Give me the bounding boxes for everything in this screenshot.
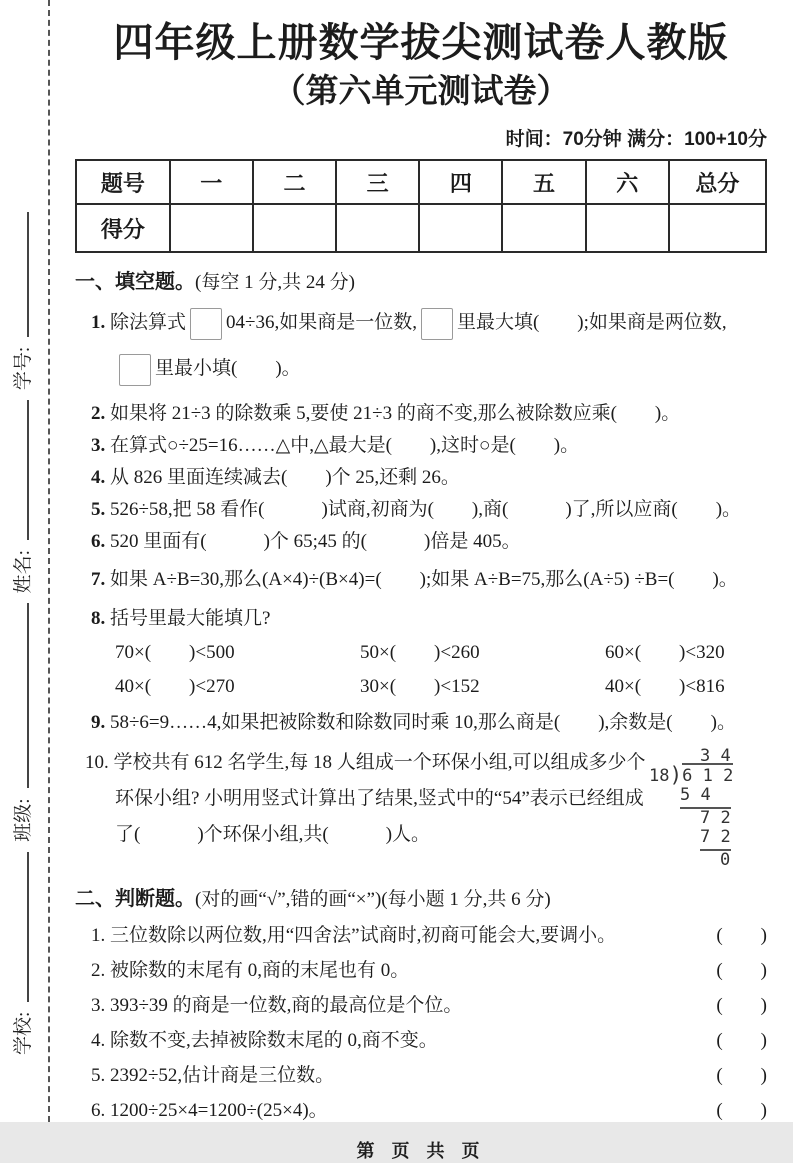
fill-question-1 xyxy=(75,300,767,392)
question-number: 4. xyxy=(91,1030,106,1051)
division-step-subtrahend: 7 2 xyxy=(700,828,731,851)
student-no-blank-line xyxy=(8,212,29,337)
tf-item xyxy=(75,960,767,981)
score-header-cell: 二 xyxy=(253,160,336,204)
score-header-cell: 三 xyxy=(336,160,419,204)
sidebar-field-school: 学校: xyxy=(13,1011,34,1055)
name-blank-line xyxy=(8,400,29,540)
tf-item xyxy=(75,925,767,946)
tf-item xyxy=(75,1065,767,1086)
question-text: 520 里面有( )个 65;45 的( )倍是 405。 xyxy=(110,531,521,552)
fill-question-7 xyxy=(75,563,767,597)
long-division-worked-example xyxy=(649,747,767,870)
max-fill-expression: 70×( )<500 xyxy=(115,642,235,663)
student-info-sidebar xyxy=(8,55,38,1055)
question-text: 在算式○÷25=16……△中,△最大是( ),这时○是( )。 xyxy=(110,435,580,456)
question-text: 三位数除以两位数,用“四舍法”试商时,初商可能会大,要调小。 xyxy=(110,925,617,946)
page-footer: 第 页 共 页 xyxy=(356,1141,486,1161)
question-text: 526÷58,把 58 看作( )试商,初商为( ),商( )了,所以应商( )。 xyxy=(110,499,742,520)
fill-question-6 xyxy=(75,531,767,552)
question-text: 如果将 21÷3 的除数乘 5,要使 21÷3 的商不变,那么被除数应乘( )。 xyxy=(110,403,681,424)
section-2-note: (对的画“√”,错的画“×”)(每小题 1 分,共 6 分) xyxy=(195,889,551,910)
max-fill-expression: 40×( )<816 xyxy=(605,676,725,697)
max-fill-expression: 40×( )<270 xyxy=(115,676,235,697)
blank-box xyxy=(421,308,453,340)
tf-body xyxy=(75,995,687,1016)
section-2-title: 二、判断题。 xyxy=(75,888,195,910)
section-1-heading xyxy=(75,265,767,294)
question-number: 8. xyxy=(91,608,106,629)
question-number: 3. xyxy=(91,995,106,1016)
question-text: 04÷36,如果商是一位数, xyxy=(226,312,417,333)
score-empty-cell xyxy=(253,204,336,252)
seal-dashed-line xyxy=(48,0,50,1122)
max-fill-expression: 60×( )<320 xyxy=(605,642,725,663)
score-empty-cell xyxy=(669,204,766,252)
question-text: 393÷39 的商是一位数,商的最高位是个位。 xyxy=(110,995,463,1016)
question-number: 7. xyxy=(91,569,106,590)
question-10-text-block xyxy=(75,745,649,870)
answer-parens: ( ) xyxy=(716,1100,767,1121)
section-1-title: 一、填空题。 xyxy=(75,271,195,293)
score-table-header-row xyxy=(76,160,766,204)
score-header-cell: 五 xyxy=(502,160,585,204)
score-empty-cell xyxy=(336,204,419,252)
max-fill-expression: 30×( )<152 xyxy=(360,676,480,697)
tf-item xyxy=(75,1100,767,1121)
question-number: 10. xyxy=(85,752,109,773)
tf-item xyxy=(75,1030,767,1051)
question-number: 1. xyxy=(91,312,106,333)
question-8-expression-grid xyxy=(75,642,767,710)
question-text: 被除数的末尾有 0,商的末尾也有 0。 xyxy=(110,960,410,981)
score-empty-cell xyxy=(502,204,585,252)
question-text: 里最大填( );如果商是两位数, xyxy=(456,312,727,333)
fill-question-10 xyxy=(75,745,767,870)
question-number: 6. xyxy=(91,531,106,552)
question-text: 如果 A÷B=30,那么(A×4)÷(B×4)=( );如果 A÷B=75,那么(A÷5) ÷B=( )。 xyxy=(110,569,738,590)
score-row-label: 得分 xyxy=(76,204,170,252)
score-header-cell: 一 xyxy=(170,160,253,204)
tf-body xyxy=(75,1100,687,1121)
division-final-remainder: 0 xyxy=(720,850,731,870)
tf-body xyxy=(75,1065,687,1086)
answer-parens: ( ) xyxy=(716,995,767,1016)
division-bracket-icon: ) xyxy=(669,763,683,787)
page-subtitle: （第六单元测试卷） xyxy=(272,72,570,109)
section-1-note: (每空 1 分,共 24 分) xyxy=(195,272,355,293)
fill-question-9 xyxy=(75,712,767,733)
question-text: 58÷6=9……4,如果把被除数和除数同时乘 10,那么商是( ),余数是( )。 xyxy=(110,712,736,733)
score-table-score-row xyxy=(76,204,766,252)
score-header-cell: 四 xyxy=(419,160,502,204)
question-number: 2. xyxy=(91,403,106,424)
question-number: 4. xyxy=(91,467,106,488)
question-text: 学校共有 612 名学生,每 18 人组成一个环保小组,可以组成多少个环保小组? 小明用竖式计算出了结果,竖式中的“54”表示已经组成了( )个环保小组,共( )人。 xyxy=(113,752,646,845)
fill-question-8 xyxy=(75,608,767,629)
tf-body xyxy=(75,960,687,981)
question-number: 3. xyxy=(91,435,106,456)
score-empty-cell xyxy=(170,204,253,252)
tf-item xyxy=(75,995,767,1016)
question-number: 5. xyxy=(91,499,106,520)
max-fill-expression: 50×( )<260 xyxy=(360,642,480,663)
tf-body xyxy=(75,925,687,946)
division-main-row xyxy=(649,763,767,787)
score-table xyxy=(75,159,767,253)
question-number: 1. xyxy=(91,925,106,946)
school-blank-line xyxy=(8,852,29,1002)
question-text: 除数不变,去掉被除数末尾的 0,商不变。 xyxy=(110,1030,438,1051)
question-number: 9. xyxy=(91,712,106,733)
answer-parens: ( ) xyxy=(716,1030,767,1051)
division-step-subtrahend: 5 4 xyxy=(680,786,731,809)
question-number: 5. xyxy=(91,1065,106,1086)
section-2-heading xyxy=(75,882,767,911)
score-header-cell: 总分 xyxy=(669,160,766,204)
fill-question-2 xyxy=(75,403,767,424)
question-text: 括号里最大能填几? xyxy=(110,608,271,629)
blank-box xyxy=(190,308,222,340)
sidebar-field-class: 班级: xyxy=(13,798,34,842)
score-header-cell: 题号 xyxy=(76,160,170,204)
division-dividend: 6 1 2 xyxy=(682,763,733,786)
score-empty-cell xyxy=(419,204,502,252)
division-step-remainder: 7 2 xyxy=(700,808,731,828)
answer-parens: ( ) xyxy=(716,1065,767,1086)
fill-question-3 xyxy=(75,435,767,456)
score-header-cell: 六 xyxy=(586,160,669,204)
class-blank-line xyxy=(8,603,29,788)
blank-box xyxy=(119,354,151,386)
question-text: 从 826 里面连续减去( )个 25,还剩 26。 xyxy=(110,467,460,488)
exam-meta: 时间：70分钟 满分：100+10分 xyxy=(505,129,767,150)
question-number: 6. xyxy=(91,1100,106,1121)
score-empty-cell xyxy=(586,204,669,252)
tf-body xyxy=(75,1030,687,1051)
question-text: 里最小填( )。 xyxy=(155,358,301,379)
question-text: 2392÷52,估计商是三位数。 xyxy=(110,1065,335,1086)
division-divisor: 18 xyxy=(649,766,670,786)
answer-parens: ( ) xyxy=(716,960,767,981)
answer-parens: ( ) xyxy=(716,925,767,946)
division-quotient: 3 4 xyxy=(700,746,731,766)
exam-content xyxy=(75,18,767,1163)
page-title: 四年级上册数学拔尖测试卷人教版 xyxy=(113,21,729,65)
question-text: 除法算式 xyxy=(110,312,187,333)
question-number: 2. xyxy=(91,960,106,981)
sidebar-field-name: 姓名: xyxy=(13,550,34,594)
fill-question-5 xyxy=(75,499,767,520)
fill-question-4 xyxy=(75,467,767,488)
question-text: 1200÷25×4=1200÷(25×4)。 xyxy=(110,1100,328,1121)
sidebar-field-student-no: 学号: xyxy=(13,346,34,391)
